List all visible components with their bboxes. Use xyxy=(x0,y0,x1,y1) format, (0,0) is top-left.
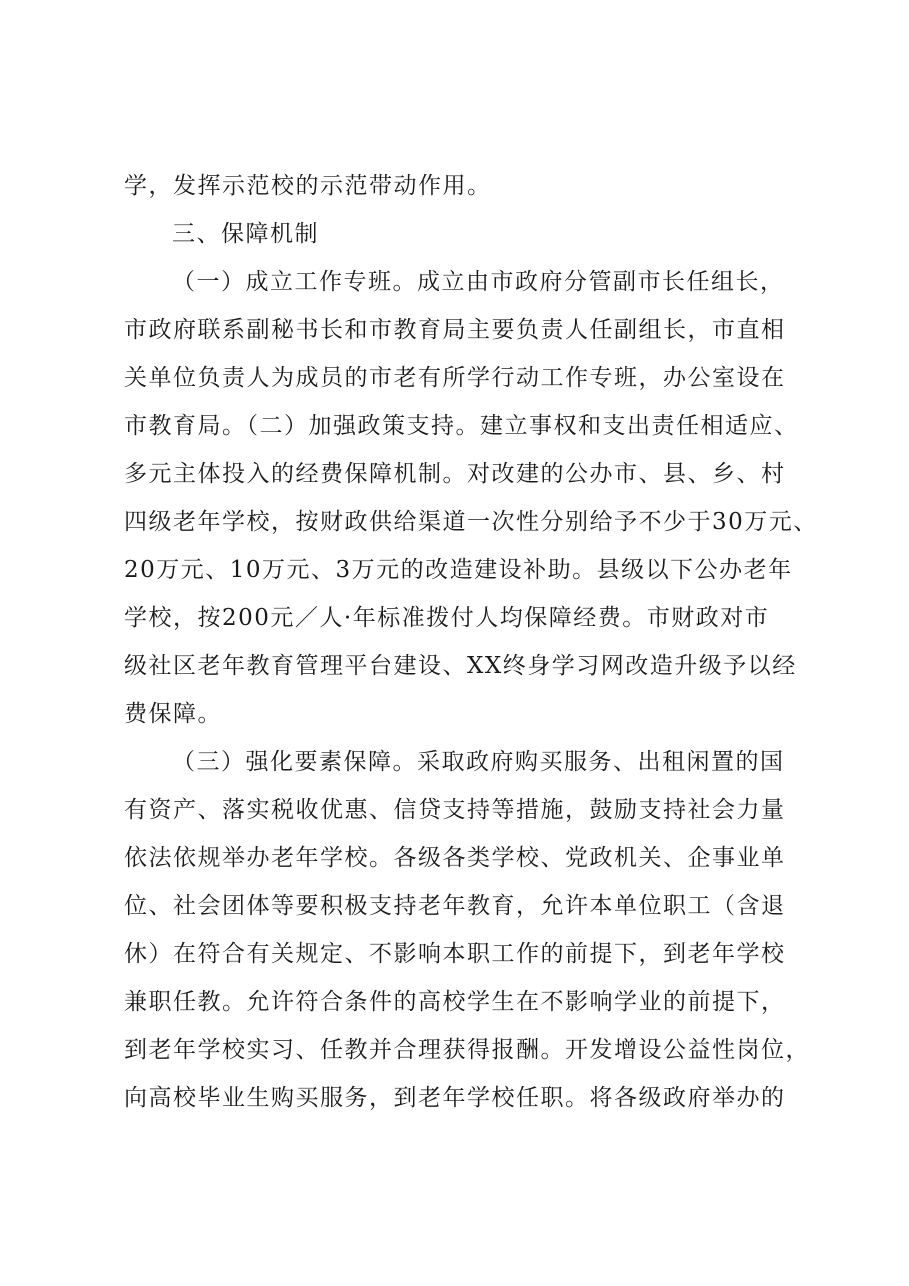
text-line: 到老年学校实习、任教并合理获得报酬。开发增设公益性岗位， xyxy=(124,1037,810,1063)
text-line: 依法依规举办老年学校。各级各类学校、党政机关、企事业单 xyxy=(124,845,786,871)
section-heading: 三、保障机制 xyxy=(172,221,319,247)
text-line: 位、社会团体等要积极支持老年教育，允许本单位职工（含退 xyxy=(124,893,786,919)
text-line: （一）成立工作专班。成立由市政府分管副市长任组长， xyxy=(172,269,785,295)
text-line: 向高校毕业生购买服务，到老年学校任职。将各级政府举办的 xyxy=(124,1085,786,1111)
text-line: 学，发挥示范校的示范带动作用。 xyxy=(124,173,492,199)
text-line: 级社区老年教育管理平台建设、XX终身学习网改造升级予以经 xyxy=(124,653,797,679)
text-line: 多元主体投入的经费保障机制。对改建的公办市、县、乡、村 xyxy=(124,461,786,487)
text-line: 关单位负责人为成员的市老有所学行动工作专班，办公室设在 xyxy=(124,365,786,391)
text-line: 四级老年学校，按财政供给渠道一次性分别给予不少于30万元、 xyxy=(124,509,818,535)
text-line: 20万元、10万元、3万元的改造建设补助。县级以下公办老年 xyxy=(124,557,793,583)
text-line: 费保障。 xyxy=(124,701,222,727)
text-line: （三）强化要素保障。采取政府购买服务、出租闲置的国 xyxy=(172,749,785,775)
text-line: 兼职任教。允许符合条件的高校学生在不影响学业的前提下， xyxy=(124,989,786,1015)
text-line: 市教育局。（二）加强政策支持。建立事权和支出责任相适应、 xyxy=(124,413,799,439)
text-line: 学校，按200元／人·年标准拨付人均保障经费。市财政对市 xyxy=(124,605,770,631)
text-line: 休）在符合有关规定、不影响本职工作的前提下，到老年学校 xyxy=(124,941,786,967)
text-line: 有资产、落实税收优惠、信贷支持等措施，鼓励支持社会力量 xyxy=(124,797,786,823)
text-line: 市政府联系副秘书长和市教育局主要负责人任副组长，市直相 xyxy=(124,317,786,343)
